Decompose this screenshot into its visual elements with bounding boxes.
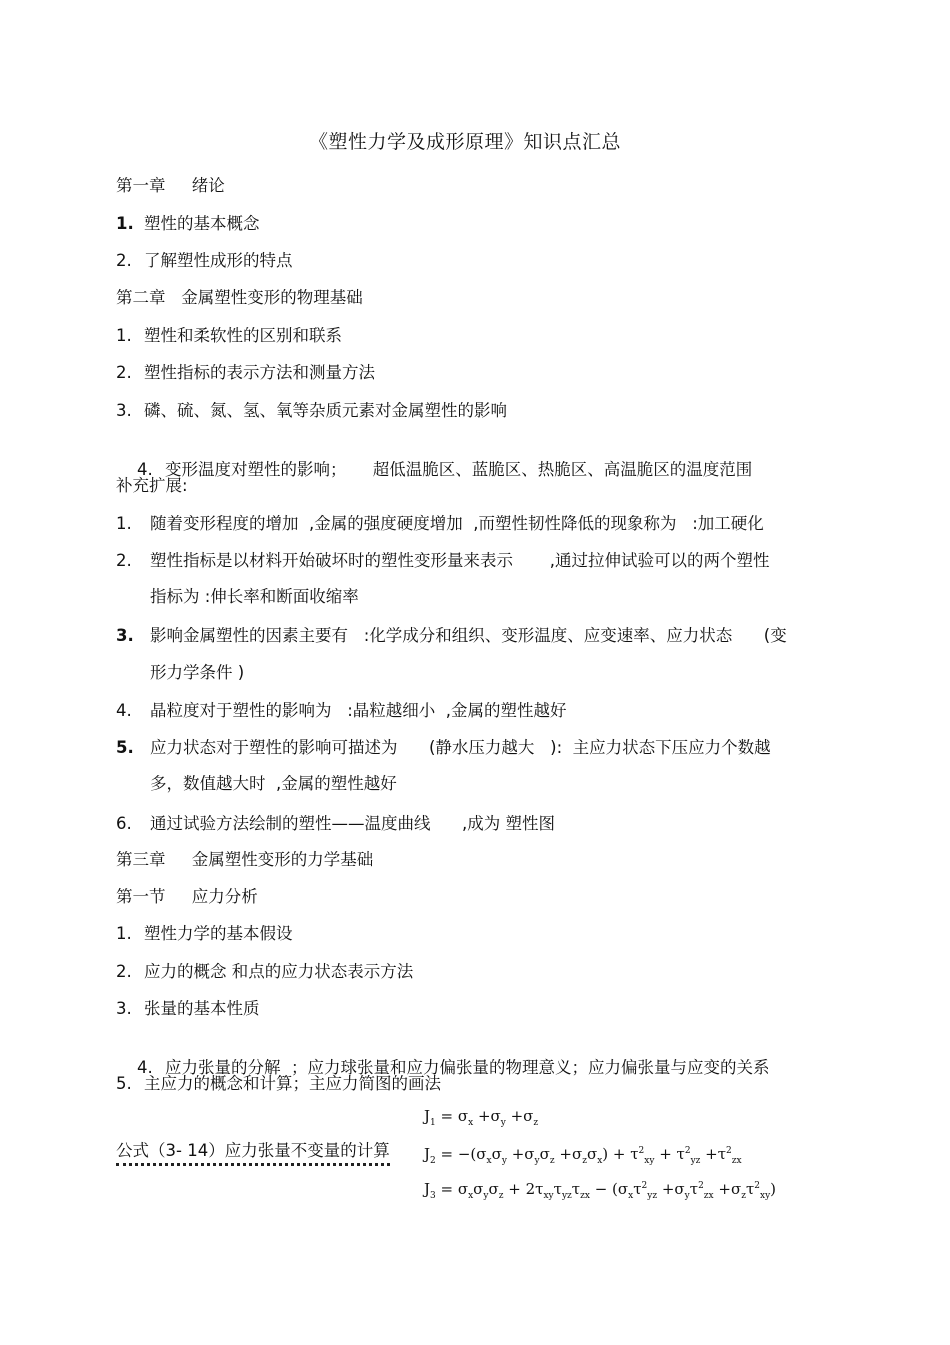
item-number: 5. xyxy=(116,1074,132,1093)
supplement-heading: 补充扩展: xyxy=(116,476,188,495)
item-number: 2. xyxy=(116,962,132,981)
ch3-item-2 xyxy=(116,961,413,983)
ch1-item-2 xyxy=(116,250,293,272)
item-number: 4. xyxy=(136,1058,153,1077)
item-text: 塑性指标的表示方法和测量方法 xyxy=(144,363,375,382)
item-text: 应力张量的分解 ；应力球张量和应力偏张量的物理意义；应力偏张量与应变的关系 xyxy=(164,1058,770,1077)
item-text: 磷、硫、氮、氢、氧等杂质元素对金属塑性的影响 xyxy=(144,401,507,420)
ch1-item-1 xyxy=(116,213,260,235)
chapter-3-heading: 第三章 金属塑性变形的力学基础 xyxy=(116,850,374,869)
section-1-heading: 第一节 应力分析 xyxy=(116,887,258,906)
formula-j2: $J_2 = -(\sigma_x\sigma_y +\sigma_y\sigma_z +\sigma_z\sigma_x) + \tau^2_{xy} + \tau^2_{yz} +\tau^2_{zx}$ xyxy=(424,1145,742,1166)
item-text: 影响金属塑性的因素主要有 :化学成分和组织、变形温度、应变速率、应力状态 (变 xyxy=(150,626,787,645)
ch2-item-2 xyxy=(116,362,375,384)
item-number: 3. xyxy=(116,626,134,645)
item-number: 1. xyxy=(116,924,132,943)
ch3-item-3 xyxy=(116,998,260,1020)
item-text: 晶粒度对于塑性的影响为 :晶粒越细小 ,金属的塑性越好 xyxy=(150,701,567,720)
item-text: 塑性和柔软性的区别和联系 xyxy=(144,326,342,345)
item-number: 1. xyxy=(116,326,132,345)
item-number: 3. xyxy=(116,401,132,420)
item-number: 1. xyxy=(116,214,134,233)
item-number: 1. xyxy=(116,514,132,533)
item-text-continued: 指标为 :伸长率和断面收缩率 xyxy=(150,587,359,606)
ch2-item-4 xyxy=(116,437,752,503)
page-title: 《塑性力学及成形原理》知识点汇总 xyxy=(308,131,621,153)
formula-label-text: 公式（3- 14）应力张量不变量的计算 xyxy=(116,1141,390,1166)
item-number: 4. xyxy=(116,701,132,720)
item-number: 6. xyxy=(116,814,132,833)
item-text: 塑性力学的基本假设 xyxy=(144,924,293,943)
ch3-item-1 xyxy=(116,923,293,945)
item-number: 2. xyxy=(116,363,132,382)
ch3-item-5 xyxy=(116,1073,441,1095)
item-text-continued: 形力学条件 ) xyxy=(150,663,245,682)
item-text: 应力状态对于塑性的影响可描述为 (静水压力越大 ): 主应力状态下压应力个数越 xyxy=(150,738,771,757)
item-number: 2. xyxy=(116,551,132,570)
chapter-1-heading: 第一章 绪论 xyxy=(116,176,225,195)
chapter-2-heading: 第二章 金属塑性变形的物理基础 xyxy=(116,288,363,307)
item-text-continued: 多，数值越大时 ,金属的塑性越好 xyxy=(150,774,397,793)
item-text: 塑性的基本概念 xyxy=(144,214,260,233)
item-text: 塑性指标是以材料开始破坏时的塑性变形量来表示 ,通过拉伸试验可以的两个塑性 xyxy=(150,551,770,570)
item-number: 5. xyxy=(116,738,134,757)
ch2-item-3 xyxy=(116,400,507,422)
ch2-item-1 xyxy=(116,325,342,347)
formula-label xyxy=(116,1140,390,1162)
item-number: 3. xyxy=(116,999,132,1018)
item-number: 4. xyxy=(136,460,153,479)
item-text: 张量的基本性质 xyxy=(144,999,260,1018)
item-text: 了解塑性成形的特点 xyxy=(144,251,293,270)
item-text: 变形温度对塑性的影响； 超低温脆区、蓝脆区、热脆区、高温脆区的温度范围 xyxy=(164,460,753,479)
formula-j1: $J_1 = \sigma_x +\sigma_y +\sigma_z$ xyxy=(424,1107,539,1128)
item-text: 随着变形程度的增加 ,金属的强度硬度增加 ,而塑性韧性降低的现象称为 :加工硬化 xyxy=(150,514,764,533)
item-text: 通过试验方法绘制的塑性——温度曲线 ,成为 塑性图 xyxy=(150,814,555,833)
item-number: 2. xyxy=(116,251,132,270)
item-text: 主应力的概念和计算；主应力简图的画法 xyxy=(144,1074,441,1093)
item-text: 应力的概念 和点的应力状态表示方法 xyxy=(144,962,414,981)
formula-j3: $J_3 = \sigma_x\sigma_y\sigma_z + 2\tau_{xy}\tau_{yz}\tau_{zx} - (\sigma_x\tau^2_{yz} +\sigma_y\tau^2_{zx} +\sigma_z\tau^2_{xy})$ xyxy=(424,1180,777,1201)
